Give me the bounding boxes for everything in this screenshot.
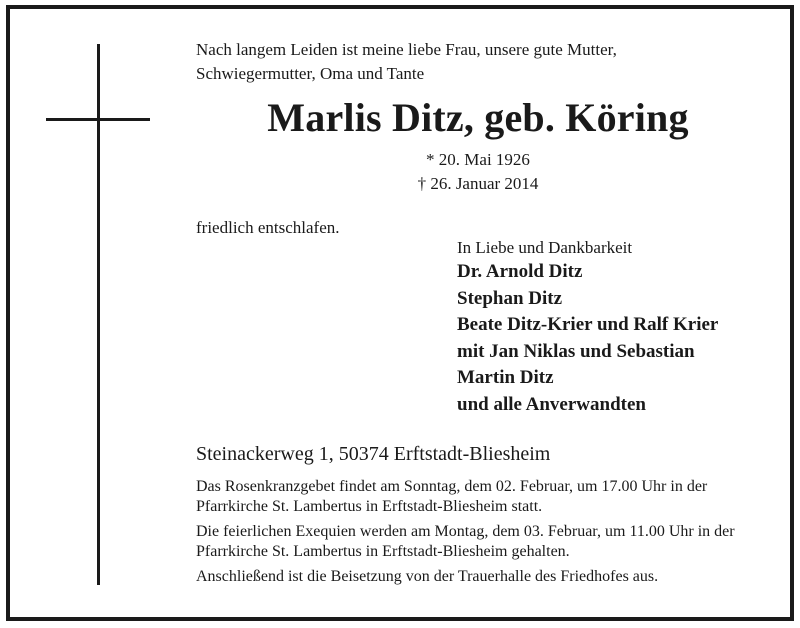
- mourner-name: Beate Ditz-Krier und Ralf Krier: [457, 314, 719, 335]
- passed-text: friedlich entschlafen.: [196, 218, 340, 237]
- death-date: † 26. Januar 2014: [417, 174, 539, 193]
- mourner-name: mit Jan Niklas und Sebastian: [457, 340, 695, 362]
- mourner-name: Martin Ditz: [457, 367, 554, 388]
- mourner-name: und alle Anverwandten: [457, 393, 646, 415]
- life-dates: [0, 148, 800, 196]
- birth-date: * 20. Mai 1926: [426, 150, 530, 169]
- exequies-info: Die feierlichen Exequien werden am Montag, dem 03. Februar, um 11.00 Uhr in der Pfarrkirche St. Lambertus in Erftstadt-Bliesheim gehalten.: [196, 523, 735, 560]
- thanks-text: In Liebe und Dankbarkeit: [457, 238, 633, 257]
- mourner-name: Dr. Arnold Ditz: [457, 261, 583, 282]
- burial-info: Anschließend ist die Beisetzung von der Trauerhalle des Friedhofes aus.: [196, 568, 659, 585]
- rosary-info: Das Rosenkranzgebet findet am Sonntag, dem 02. Februar, um 17.00 Uhr in der Pfarrkirche St. Lambertus in Erftstadt-Bliesheim statt.: [196, 478, 708, 515]
- intro-line: Schwiegermutter, Oma und Tante: [196, 64, 425, 83]
- mourner-name: Stephan Ditz: [457, 287, 563, 309]
- mourners-list: [457, 259, 718, 418]
- intro-line: Nach langem Leiden ist meine liebe Frau, unsere gute Mutter,: [196, 40, 617, 59]
- intro-text: [196, 38, 617, 86]
- address: Steinackerweg 1, 50374 Erftstadt-Bliesheim: [196, 443, 551, 465]
- deceased-name: Marlis Ditz, geb. Köring: [267, 95, 689, 140]
